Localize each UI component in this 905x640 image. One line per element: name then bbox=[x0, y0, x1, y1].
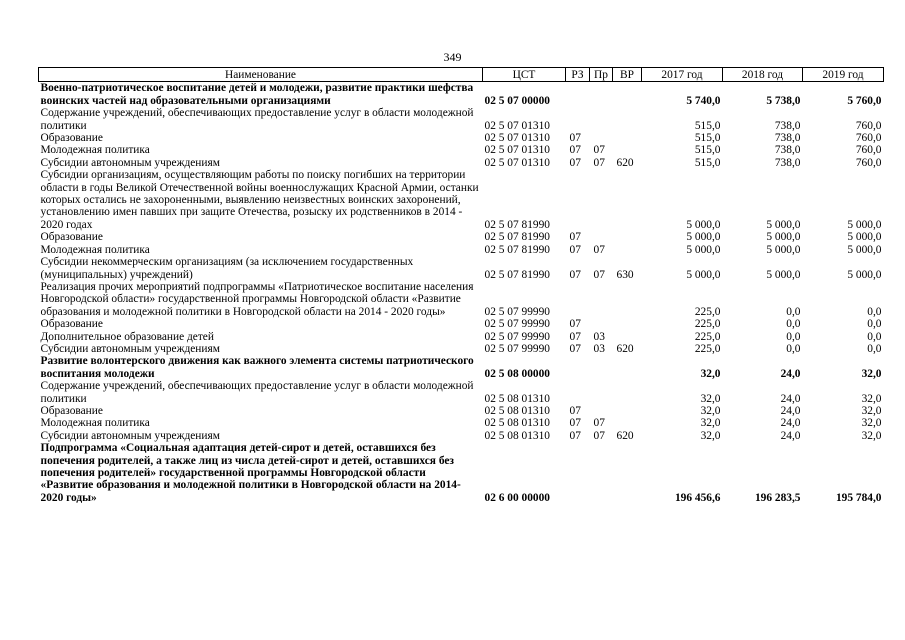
row-2017: 515,0 bbox=[694, 132, 721, 145]
row-vr bbox=[613, 132, 642, 144]
row-cst: 02 5 08 01310 bbox=[484, 417, 550, 430]
row-name: Образование bbox=[40, 404, 103, 417]
row-rz: 07 bbox=[569, 342, 581, 355]
row-2019: 760,0 bbox=[855, 144, 882, 157]
table-row bbox=[39, 82, 884, 107]
table-row bbox=[39, 132, 884, 144]
row-cst: 02 5 07 81990 bbox=[484, 268, 550, 281]
row-2019: 32,0 bbox=[861, 392, 882, 405]
row-cst: 02 5 07 01310 bbox=[484, 156, 550, 169]
row-2019: 195 784,0 bbox=[835, 491, 882, 504]
row-pr: 07 bbox=[593, 417, 605, 430]
row-2018: 24,0 bbox=[780, 417, 801, 430]
row-rz: 07 bbox=[569, 318, 581, 331]
row-cst: 02 5 08 01310 bbox=[484, 404, 550, 417]
table-row bbox=[39, 417, 884, 429]
table-header-row bbox=[39, 68, 884, 82]
row-cst: 02 5 07 99990 bbox=[484, 330, 550, 343]
header-2019: 2019 год bbox=[803, 68, 884, 82]
row-name: Реализация прочих мероприятий подпрограммы «Патриотическое воспитание населения Новгородской области» государственной программы Новгородской области «Развитие образования и молодежной политики в Новгородской области на 2014 - 2020 годы» bbox=[40, 280, 474, 318]
table-row bbox=[39, 405, 884, 417]
row-2018: 5 000,0 bbox=[766, 243, 801, 256]
row-cst: 02 5 08 01310 bbox=[484, 429, 550, 442]
table-row bbox=[39, 430, 884, 442]
row-2019: 32,0 bbox=[861, 404, 882, 417]
row-2019: 0,0 bbox=[867, 305, 882, 318]
row-2017: 32,0 bbox=[700, 429, 721, 442]
row-name: Содержание учреждений, обеспечивающих предоставление услуг в области молодежной политики bbox=[40, 380, 474, 405]
row-pr bbox=[590, 107, 613, 132]
row-2019: 760,0 bbox=[855, 119, 882, 132]
row-rz bbox=[566, 169, 590, 231]
row-name: Субсидии организациям, осуществляющим работы по поиску погибших на территории области в годы Великой Отечественной войны военнослужащих Красной Армии, останки которых остались не захороненными, выявлению неизвестных воинских захоронений, установлению имен павших при защите Отечества, розыску их родственников в 2014 - 2020 годах bbox=[40, 169, 479, 231]
row-pr bbox=[590, 132, 613, 144]
row-pr: 03 bbox=[593, 330, 605, 343]
row-pr bbox=[590, 405, 613, 417]
row-pr bbox=[590, 355, 613, 380]
row-vr: 620 bbox=[616, 156, 634, 169]
row-cst: 02 5 08 01310 bbox=[484, 392, 550, 405]
row-name: Молодежная политика bbox=[40, 243, 150, 256]
row-rz bbox=[566, 281, 590, 318]
row-cst: 02 5 07 99990 bbox=[484, 318, 550, 331]
row-2019: 760,0 bbox=[855, 156, 882, 169]
row-2017: 225,0 bbox=[694, 318, 721, 331]
row-name: Развитие волонтерского движения как важного элемента системы патриотического воспитания молодежи bbox=[40, 355, 474, 380]
row-cst: 02 5 07 01310 bbox=[484, 144, 550, 157]
row-cst: 02 5 07 81990 bbox=[484, 243, 550, 256]
row-2017: 5 740,0 bbox=[686, 94, 721, 107]
table-row bbox=[39, 231, 884, 243]
row-2018: 24,0 bbox=[780, 392, 801, 405]
row-rz bbox=[566, 442, 590, 504]
row-2019: 5 000,0 bbox=[847, 231, 882, 244]
row-cst: 02 6 00 00000 bbox=[484, 491, 550, 504]
table-row bbox=[39, 107, 884, 132]
budget-table bbox=[38, 67, 884, 504]
row-pr: 07 bbox=[593, 243, 605, 256]
table-row bbox=[39, 144, 884, 156]
table-row bbox=[39, 157, 884, 169]
table-row bbox=[39, 256, 884, 281]
row-name: Военно-патриотическое воспитание детей и молодежи, развитие практики шефства воинских частей над образовательными организациями bbox=[40, 82, 474, 107]
row-vr bbox=[613, 331, 642, 343]
row-name: Образование bbox=[40, 132, 103, 145]
row-2018: 0,0 bbox=[786, 305, 801, 318]
row-2017: 32,0 bbox=[700, 404, 721, 417]
row-2019: 5 000,0 bbox=[847, 243, 882, 256]
row-vr bbox=[613, 355, 642, 380]
table-row bbox=[39, 318, 884, 330]
row-2018: 5 000,0 bbox=[766, 231, 801, 244]
row-2019: 5 000,0 bbox=[847, 218, 882, 231]
row-rz: 07 bbox=[569, 330, 581, 343]
row-2019: 0,0 bbox=[867, 330, 882, 343]
table-row bbox=[39, 331, 884, 343]
row-2018: 0,0 bbox=[786, 318, 801, 331]
row-2017: 225,0 bbox=[694, 305, 721, 318]
row-2019: 5 000,0 bbox=[847, 268, 882, 281]
row-pr: 07 bbox=[593, 144, 605, 157]
row-2018: 0,0 bbox=[786, 342, 801, 355]
row-rz: 07 bbox=[569, 231, 581, 244]
row-vr bbox=[613, 380, 642, 405]
row-name: Субсидии автономным учреждениям bbox=[40, 429, 220, 442]
table-row bbox=[39, 355, 884, 380]
row-vr: 620 bbox=[616, 429, 634, 442]
row-2018: 5 000,0 bbox=[766, 218, 801, 231]
row-2017: 515,0 bbox=[694, 144, 721, 157]
row-pr bbox=[590, 281, 613, 318]
row-2017: 5 000,0 bbox=[686, 231, 721, 244]
header-cst: ЦСТ bbox=[483, 68, 566, 82]
row-2017: 196 456,6 bbox=[674, 491, 721, 504]
row-2018: 196 283,5 bbox=[754, 491, 801, 504]
header-2018: 2018 год bbox=[723, 68, 803, 82]
row-cst: 02 5 07 81990 bbox=[484, 218, 550, 231]
row-rz: 07 bbox=[569, 268, 581, 281]
row-pr: 03 bbox=[593, 342, 605, 355]
table-row bbox=[39, 442, 884, 504]
row-name: Содержание учреждений, обеспечивающих предоставление услуг в области молодежной политики bbox=[40, 107, 474, 132]
header-vr: ВР bbox=[613, 68, 642, 82]
row-name: Образование bbox=[40, 318, 103, 331]
row-rz: 07 bbox=[569, 132, 581, 145]
row-pr bbox=[590, 231, 613, 243]
row-2017: 5 000,0 bbox=[686, 243, 721, 256]
row-vr: 620 bbox=[616, 342, 634, 355]
row-vr: 630 bbox=[616, 268, 634, 281]
table-row bbox=[39, 281, 884, 318]
row-2018: 738,0 bbox=[774, 119, 801, 132]
table-row bbox=[39, 343, 884, 355]
row-name: Субсидии автономным учреждениям bbox=[40, 342, 220, 355]
row-2018: 24,0 bbox=[780, 429, 801, 442]
row-rz bbox=[566, 107, 590, 132]
row-rz: 07 bbox=[569, 429, 581, 442]
row-2018: 5 738,0 bbox=[766, 94, 801, 107]
row-rz: 07 bbox=[569, 156, 581, 169]
row-2017: 32,0 bbox=[700, 367, 721, 380]
row-vr bbox=[613, 231, 642, 243]
row-2018: 738,0 bbox=[774, 132, 801, 145]
row-rz: 07 bbox=[569, 243, 581, 256]
header-rz: РЗ bbox=[566, 68, 590, 82]
row-2018: 24,0 bbox=[780, 404, 801, 417]
row-2018: 738,0 bbox=[774, 156, 801, 169]
row-vr bbox=[613, 144, 642, 156]
row-name: Дополнительное образование детей bbox=[40, 330, 214, 343]
row-vr bbox=[613, 281, 642, 318]
row-vr bbox=[613, 318, 642, 330]
row-2018: 738,0 bbox=[774, 144, 801, 157]
row-cst: 02 5 08 00000 bbox=[484, 367, 550, 380]
row-cst: 02 5 07 99990 bbox=[484, 305, 550, 318]
header-pr: Пр bbox=[590, 68, 613, 82]
row-2017: 225,0 bbox=[694, 342, 721, 355]
row-2019: 32,0 bbox=[861, 367, 882, 380]
table-row bbox=[39, 244, 884, 256]
row-2017: 32,0 bbox=[700, 392, 721, 405]
page-number: 349 bbox=[443, 50, 462, 64]
row-pr bbox=[590, 380, 613, 405]
row-pr: 07 bbox=[593, 268, 605, 281]
row-2019: 760,0 bbox=[855, 132, 882, 145]
row-rz bbox=[566, 355, 590, 380]
row-2019: 0,0 bbox=[867, 342, 882, 355]
row-cst: 02 5 07 81990 bbox=[484, 231, 550, 244]
row-vr bbox=[613, 107, 642, 132]
row-name: Подпрограмма «Социальная адаптация детей-сирот и детей, оставшихся без попечения родителей, а также лиц из числа детей-сирот и детей, оставшихся без попечения родителей» государственной программы Новгородской области «Развитие образования и молодежной политики в Новгородской области на 2014-2020 годы» bbox=[40, 442, 461, 504]
row-vr bbox=[613, 417, 642, 429]
row-pr: 07 bbox=[593, 156, 605, 169]
row-2018: 0,0 bbox=[786, 330, 801, 343]
row-2019: 32,0 bbox=[861, 417, 882, 430]
row-rz bbox=[566, 82, 590, 107]
row-vr bbox=[613, 442, 642, 504]
row-pr bbox=[590, 169, 613, 231]
table-row bbox=[39, 380, 884, 405]
row-2019: 32,0 bbox=[861, 429, 882, 442]
row-vr bbox=[613, 169, 642, 231]
row-vr bbox=[613, 244, 642, 256]
row-pr: 07 bbox=[593, 429, 605, 442]
row-name: Молодежная политика bbox=[40, 417, 150, 430]
row-rz: 07 bbox=[569, 144, 581, 157]
row-cst: 02 5 07 99990 bbox=[484, 342, 550, 355]
row-pr bbox=[590, 318, 613, 330]
row-cst: 02 5 07 01310 bbox=[484, 119, 550, 132]
table-row bbox=[39, 169, 884, 231]
row-name: Молодежная политика bbox=[40, 144, 150, 157]
row-rz bbox=[566, 380, 590, 405]
row-rz: 07 bbox=[569, 404, 581, 417]
header-name: Наименование bbox=[39, 68, 483, 82]
row-name: Образование bbox=[40, 231, 103, 244]
row-2017: 5 000,0 bbox=[686, 218, 721, 231]
row-2018: 24,0 bbox=[780, 367, 801, 380]
row-cst: 02 5 07 01310 bbox=[484, 132, 550, 145]
row-2019: 0,0 bbox=[867, 318, 882, 331]
row-2017: 515,0 bbox=[694, 156, 721, 169]
row-2018: 5 000,0 bbox=[766, 268, 801, 281]
row-vr bbox=[613, 405, 642, 417]
row-name: Субсидии автономным учреждениям bbox=[40, 156, 220, 169]
row-2019: 5 760,0 bbox=[847, 94, 882, 107]
row-cst: 02 5 07 00000 bbox=[484, 94, 550, 107]
row-vr bbox=[613, 82, 642, 107]
row-name: Субсидии некоммерческим организациям (за исключением государственных (муниципальных) учреждений) bbox=[40, 256, 414, 281]
row-2017: 5 000,0 bbox=[686, 268, 721, 281]
header-2017: 2017 год bbox=[642, 68, 723, 82]
row-2017: 515,0 bbox=[694, 119, 721, 132]
row-rz: 07 bbox=[569, 417, 581, 430]
row-pr bbox=[590, 442, 613, 504]
row-2017: 225,0 bbox=[694, 330, 721, 343]
row-2017: 32,0 bbox=[700, 417, 721, 430]
row-pr bbox=[590, 82, 613, 107]
